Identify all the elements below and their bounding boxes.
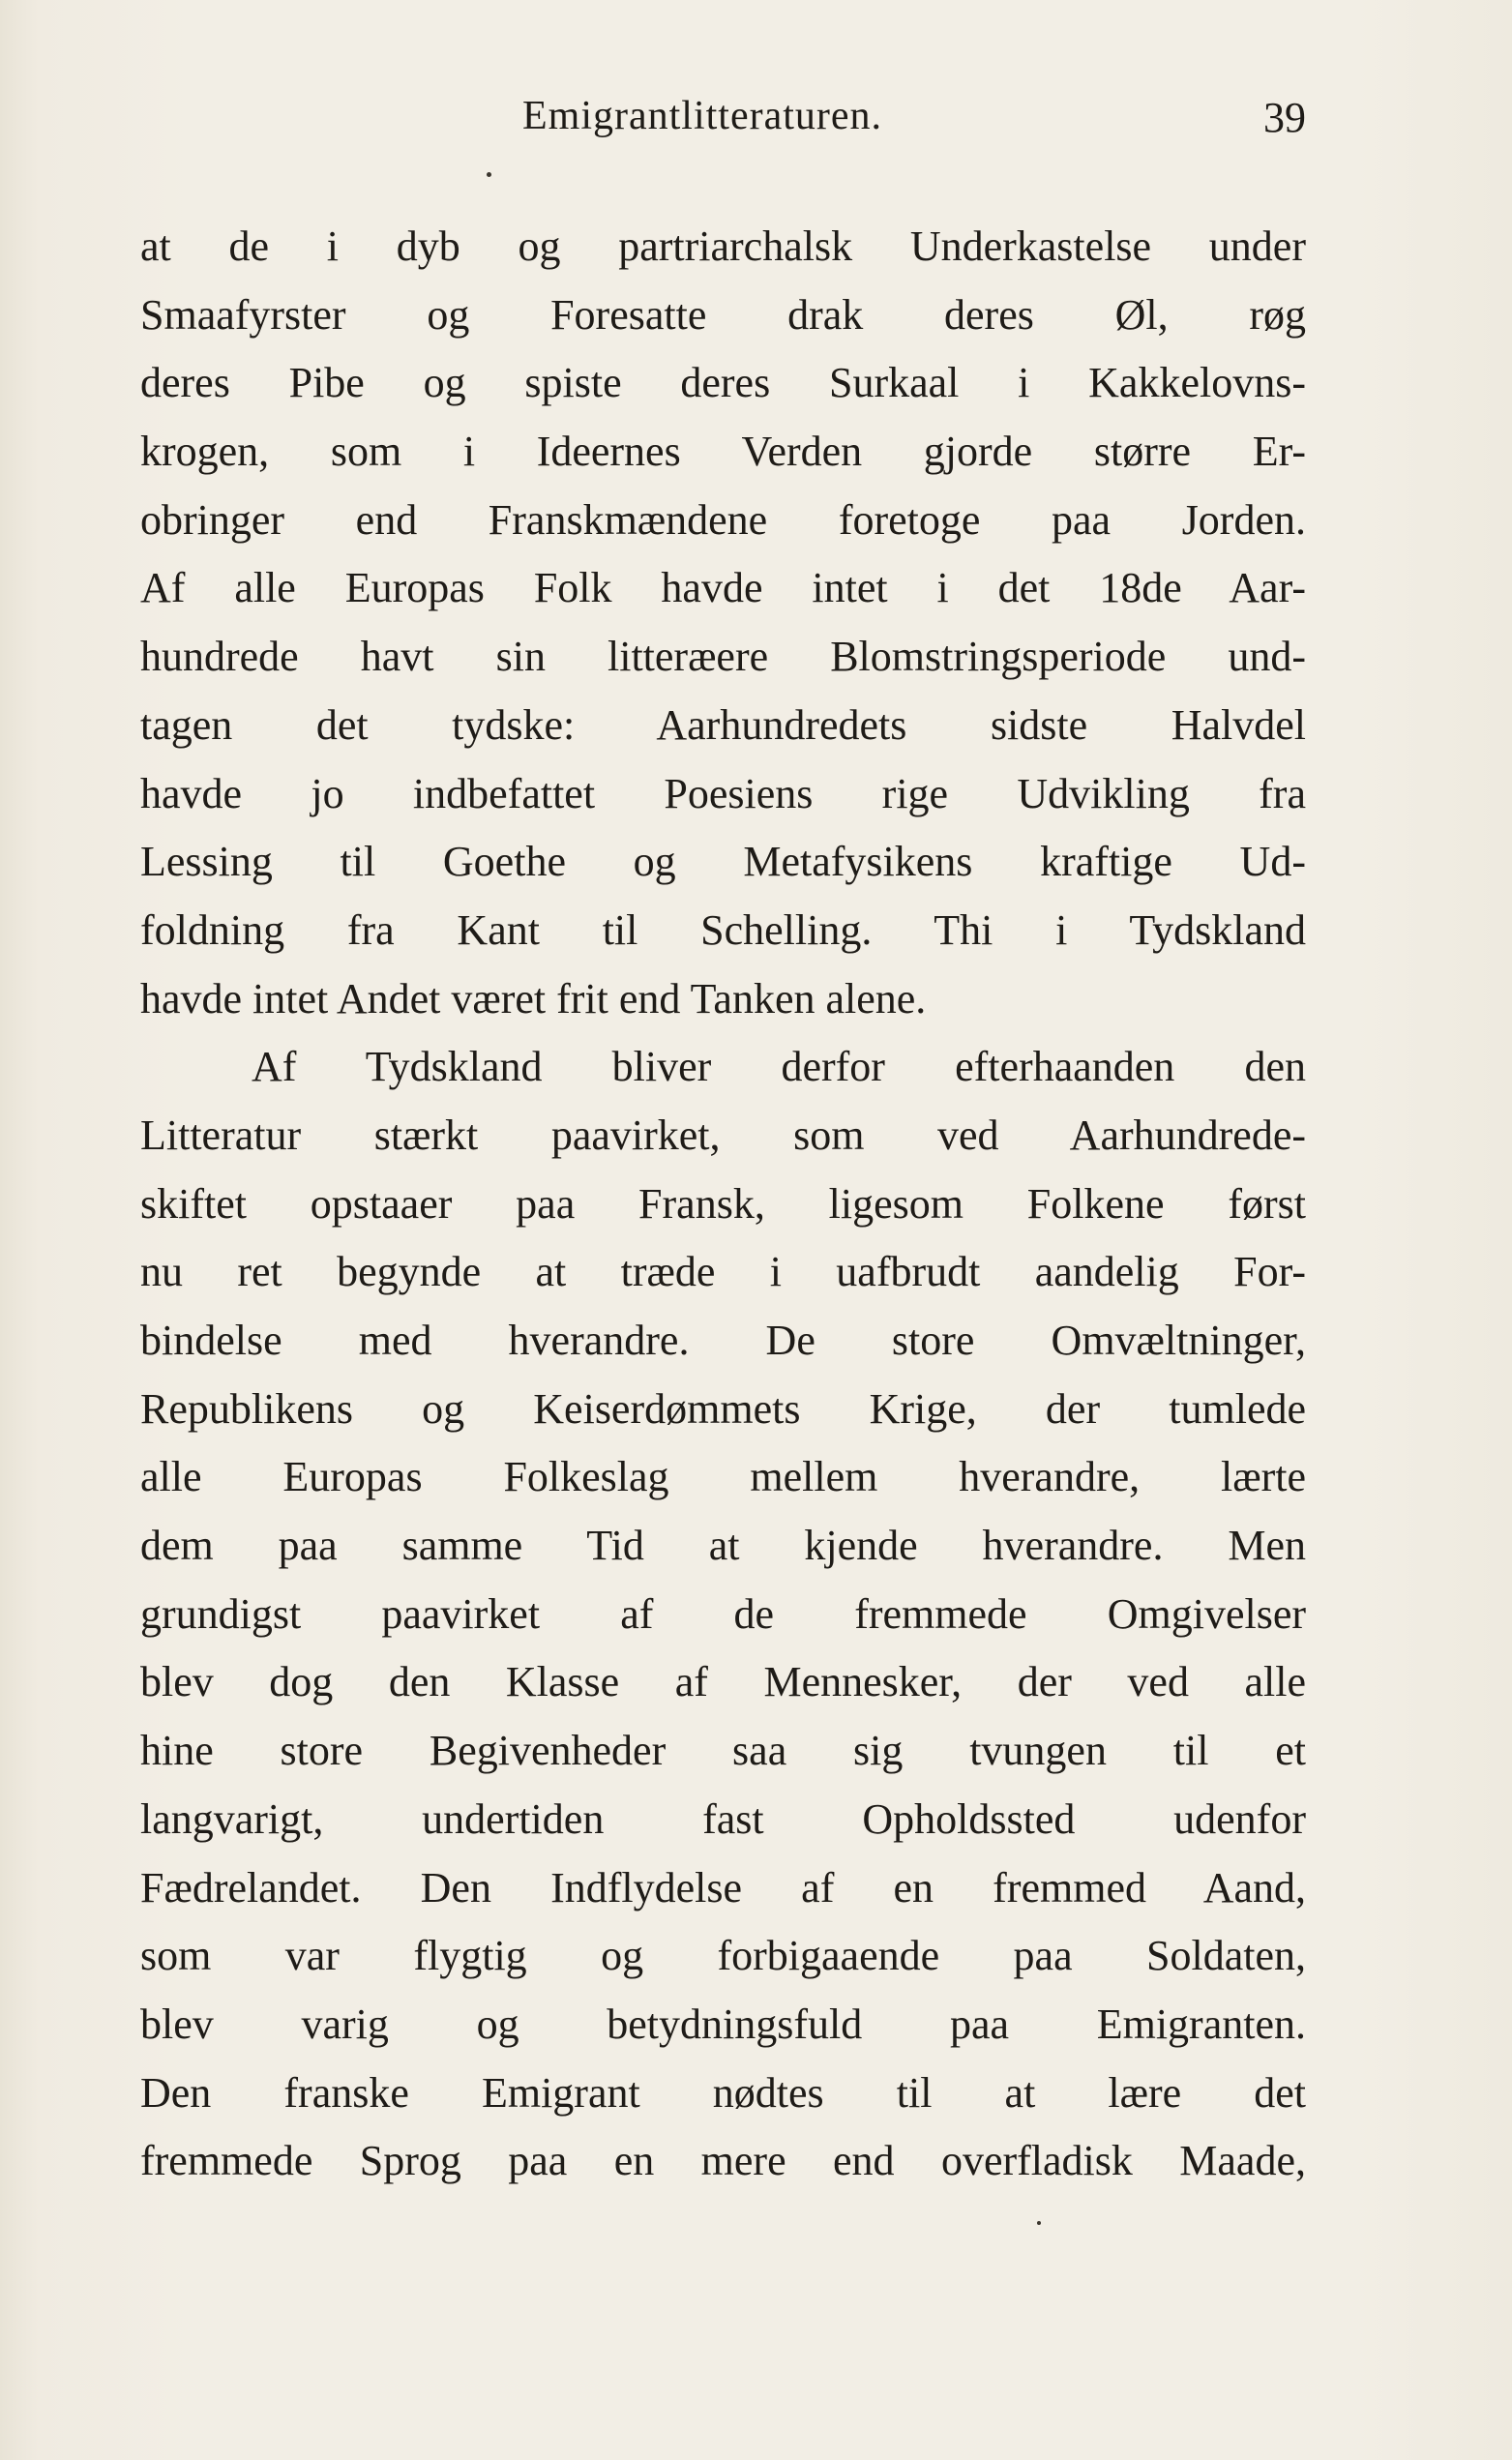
ink-speck xyxy=(487,172,491,177)
text-line: krogen, som i Ideernes Verden gjorde større Er- xyxy=(140,428,1306,476)
text-line: deres Pibe og spiste deres Surkaal i Kakkelovns- xyxy=(140,359,1306,407)
text-line: blev dog den Klasse af Mennesker, der ved alle xyxy=(140,1658,1306,1706)
text-line: skiftet opstaaer paa Fransk, ligesom Folkene først xyxy=(140,1179,1306,1228)
text-line: Af alle Europas Folk havde intet i det 18de Aar- xyxy=(140,564,1306,612)
text-line: grundigst paavirket af de fremmede Omgivelser xyxy=(140,1589,1306,1638)
text-line: Af Tydskland bliver derfor efterhaanden den xyxy=(252,1043,1306,1091)
text-line: Litteratur stærkt paavirket, som ved Aarhundrede- xyxy=(140,1111,1306,1159)
text-line: havde jo indbefattet Poesiens rige Udvikling fra xyxy=(140,769,1306,817)
text-line: at de i dyb og partriarchalsk Underkastelse under xyxy=(140,222,1306,270)
body-text xyxy=(140,213,1306,2196)
text-line: som var flygtig og forbigaaende paa Soldaten, xyxy=(140,1932,1306,1980)
text-line: havde intet Andet været frit end Tanken alene. xyxy=(140,974,927,1023)
text-line: Lessing til Goethe og Metafysikens kraftige Ud- xyxy=(140,838,1306,886)
text-line: Smaafyrster og Foresatte drak deres Øl, røg xyxy=(140,290,1306,339)
page-header xyxy=(140,93,1306,151)
text-line: langvarigt, undertiden fast Opholdssted udenfor xyxy=(140,1794,1306,1843)
text-line: Fædrelandet. Den Indflydelse af en fremmed Aand, xyxy=(140,1863,1306,1912)
ink-speck xyxy=(1037,2221,1041,2225)
text-line: Republikens og Keiserdømmets Krige, der tumlede xyxy=(140,1384,1306,1433)
text-line: hundrede havt sin litteræere Blomstringsperiode und- xyxy=(140,633,1306,681)
text-line: hine store Begivenheder saa sig tvungen til et xyxy=(140,1727,1306,1775)
text-line: obringer end Franskmændene foretoge paa Jorden. xyxy=(140,495,1306,544)
text-line: blev varig og betydningsfuld paa Emigranten. xyxy=(140,2000,1306,2048)
text-line: bindelse med hverandre. De store Omvæltninger, xyxy=(140,1317,1306,1364)
text-line: Den franske Emigrant nødtes til at lære det xyxy=(140,2068,1306,2117)
text-line: alle Europas Folkeslag mellem hverandre, lærte xyxy=(140,1453,1306,1501)
text-line: fremmede Sprog paa en mere end overfladisk Maade, xyxy=(140,2137,1306,2185)
text-line: dem paa samme Tid at kjende hverandre. Men xyxy=(140,1522,1306,1570)
text-line: tagen det tydske: Aarhundredets sidste Halvdel xyxy=(140,700,1306,749)
text-line: foldning fra Kant til Schelling. Thi i Tydskland xyxy=(140,905,1306,954)
running-title: Emigrantlitteraturen. xyxy=(522,94,883,138)
page-number: 39 xyxy=(1263,94,1306,141)
text-line: nu ret begynde at træde i uafbrudt aandelig For- xyxy=(140,1248,1306,1296)
